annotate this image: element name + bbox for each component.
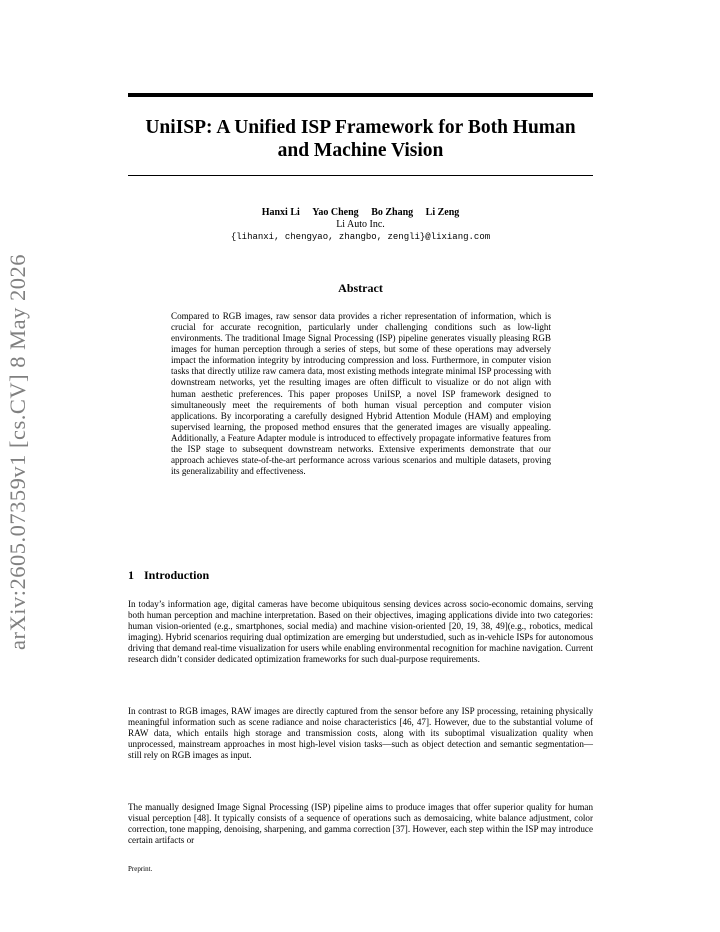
author-name: Bo Zhang: [371, 207, 414, 218]
abstract-heading: Abstract: [338, 281, 383, 295]
title-bottom-rule: [128, 175, 593, 176]
author-name: Hanxi Li: [261, 207, 300, 218]
intro-paragraph-3: The manually designed Image Signal Processing (ISP) pipeline aims to produce images that offer superior quality for human visual perception [48]. It typically consists of a sequence of operations such as demosaicing, white balance adjustment, color correction, tone mapping, denoising, sharpening, and gamma correction [37]. However, each step within the ISP may introduce certain artifacts or: [128, 802, 593, 846]
author-name: Li Zeng: [425, 207, 460, 218]
section-title: Introduction: [144, 568, 210, 582]
intro-paragraph-1: In today’s information age, digital cameras have become ubiquitous sensing devices across socio-economic domains, serving both human perception and machine interpretation. Based on their objectives, imaging applications divide into two categories: human vision-oriented (e.g., smartphones, social media) and machine vision-oriented [20, 19, 38, 49](e.g., robotics, medical imaging). Hybrid scenarios requiring dual optimization are emerging but understudied, such as in-vehicle ISPs for autonomous driving that demand real-time visualization for users while enabling environmental recognition for machine navigation. Current research didn’t consider dedicated optimization frameworks for such dual-purpose requirements.: [128, 599, 593, 665]
preprint-footer: Preprint.: [128, 865, 153, 873]
arxiv-identifier-text: arXiv:2605.07359v1 [cs.CV] 8 May 2026: [5, 254, 30, 650]
paper-title-line-2: and Machine Vision: [277, 140, 444, 161]
author-name: Yao Cheng: [312, 207, 359, 218]
author-block: [128, 207, 593, 243]
title-top-rule: [128, 93, 593, 97]
section-number: 1: [128, 568, 134, 582]
author-names: [128, 207, 593, 219]
author-email: {lihanxi, chengyao, zhangbo, zengli}@lixiang.com: [230, 232, 491, 242]
intro-paragraph-2: In contrast to RGB images, RAW images are directly captured from the sensor before any ISP processing, retaining physically meaningful information such as scene radiance and noise characteristics [46, 47]. However, due to the substantial volume of RAW data, which entails high storage and transmission costs, along with its suboptimal visualization quality when unprocessed, mainstream approaches in most high-level vision tasks—such as object detection and semantic segmentation—still rely on RGB images as input.: [128, 706, 593, 761]
abstract-text: Compared to RGB images, raw sensor data provides a richer representation of information, which is crucial for accurate recognition, particularly under challenging conditions such as low-light environments. The traditional Image Signal Processing (ISP) pipeline generates visually pleasing RGB images for human perception through a series of steps, but some of these operations may adversely impact the information integrity by introducing compression and loss. Furthermore, in computer vision tasks that directly utilize raw camera data, most existing methods integrate minimal ISP processing with downstream networks, yet the resulting images are often difficult to visualize or do not align with human aesthetic preferences. This paper proposes UniISP, a novel ISP framework designed to simultaneously meet the requirements of both human visual perception and computer vision applications. By incorporating a carefully designed Hybrid Attention Module (HAM) and employing supervised learning, the proposed method ensures that the generated images are visually appealing. Additionally, a Feature Adapter module is introduced to effectively propagate informative features from the ISP stage to subsequent downstream networks. Extensive experiments demonstrate that our approach achieves state-of-the-art performance across various scenarios and multiple datasets, proving its generalizability and effectiveness.: [171, 311, 551, 477]
paper-title: [128, 116, 593, 162]
section-heading-introduction: [128, 568, 209, 583]
paper-title-line-1: UniISP: A Unified ISP Framework for Both Human: [145, 117, 576, 138]
author-affiliation: Li Auto Inc.: [336, 219, 385, 230]
